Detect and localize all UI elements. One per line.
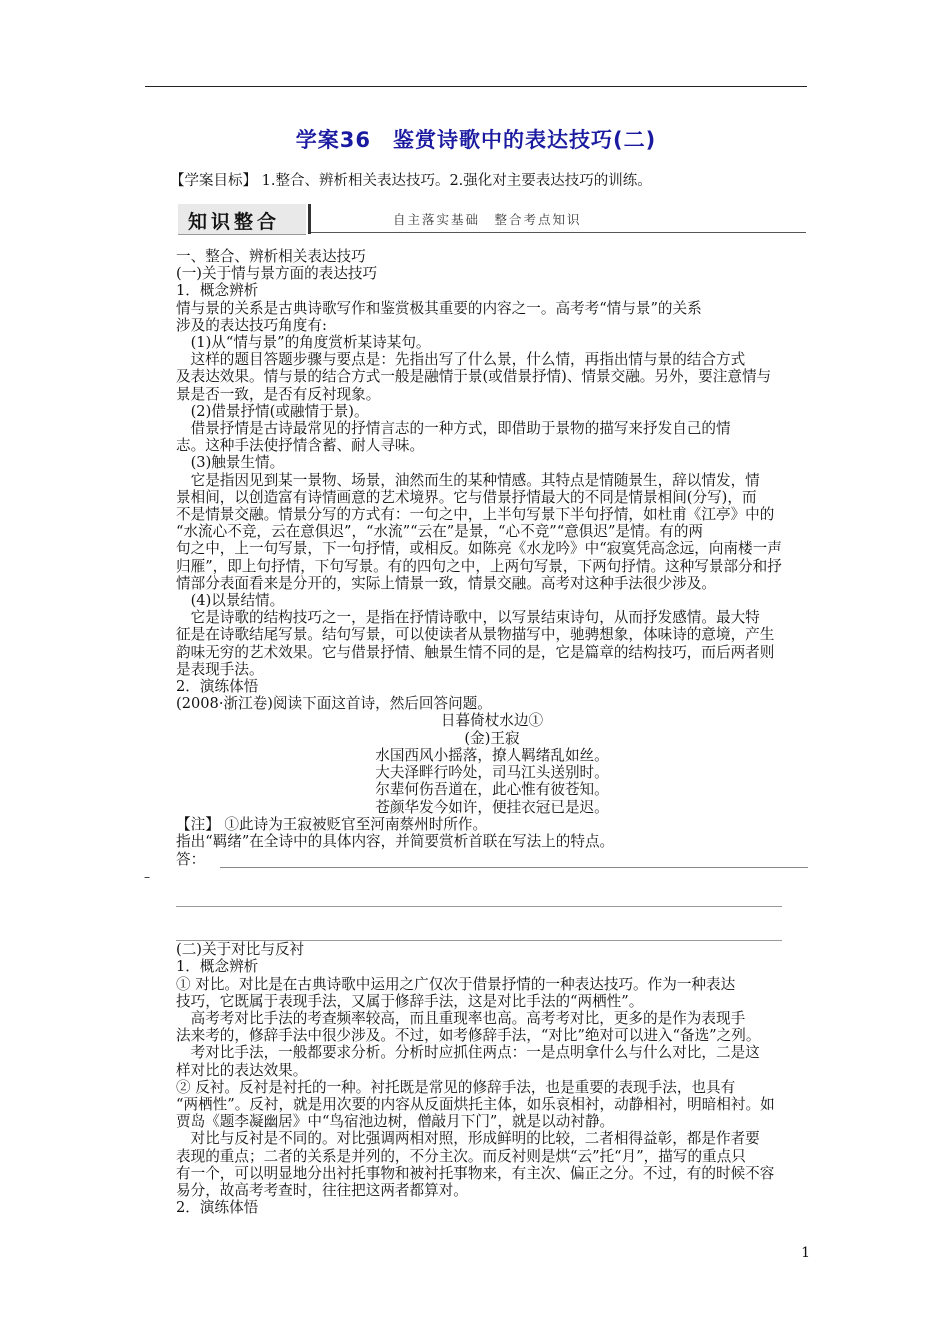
section-banner (178, 204, 808, 238)
text-line: 它是诗歌的结构技巧之一，是指在抒情诗歌中，以写景结束诗句，从而抒发感情。最大特 (176, 609, 760, 627)
text-line: 情部分表面看来是分开的，实际上情景一致，情景交融。高考对这种手法很少涉及。 (176, 574, 716, 592)
text-line: 及表达效果。情与景的结合方式一般是融情于景(或借景抒情)、情景交融。另外，要注意情与 (176, 368, 772, 386)
text-line: 法来考的，修辞手法中很少涉及。不过，如考修辞手法，“对比”绝对可以进入“备选”之列。 (176, 1027, 761, 1045)
text-line: 情与景的关系是古典诗歌写作和鉴赏极其重要的内容之一。高考考“情与景”的关系 (176, 299, 702, 317)
text-line: (二)关于对比与反衬 (176, 941, 305, 959)
banner-divider (308, 204, 311, 234)
main-content (176, 248, 808, 1216)
text-line: 一、整合、辨析相关表达技巧 (176, 248, 366, 265)
text-line: 1．概念辨析 (176, 958, 259, 976)
text-line: 韵味无穷的艺术效果。它与借景抒情、触景生情不同的是，它是篇章的结构技巧，而后两者则 (176, 643, 775, 661)
text-line: 2．演练体悟 (176, 678, 259, 696)
text-line: 是表现手法。 (176, 660, 264, 678)
text-line: 1．概念辨析 (176, 282, 259, 300)
text-line: “水流心不竞，云在意俱迟”，“水流”“云在”是景，“心不竞”“意俱迟”是情。有的两 (176, 523, 704, 541)
poem-verse: 大夫泽畔行吟处，司马江头送别时。 (375, 764, 609, 782)
text-line: (2008·浙江卷)阅读下面这首诗，然后回答问题。 (176, 695, 492, 713)
banner-subtitle: 自主落实基础 整合考点知识 (393, 212, 582, 227)
banner-underline (311, 232, 806, 233)
banner-box (178, 204, 306, 235)
answer-row (176, 850, 808, 868)
text-line: 这样的题目答题步骤与要点是：先指出写了什么景，什么情，再指出情与景的结合方式 (176, 351, 746, 369)
text-line: (3)触景生情。 (176, 454, 285, 472)
text-line: (2)借景抒情(或融情于景)。 (176, 402, 369, 420)
text-line: (4)以景结情。 (176, 592, 285, 610)
answer-label: 答： (176, 850, 206, 868)
text-line: 景是否一致，是否有反衬现象。 (176, 385, 381, 403)
question-text: 指出“羁绪”在全诗中的具体内容，并简要赏析首联在写法上的特点。 (176, 832, 615, 850)
poem-verse: 苍颜华发今如许，便挂衣冠已是迟。 (375, 798, 609, 816)
text-line: 句之中，上一句写景，下一句抒情，或相反。如陈亮《水龙吟》中“寂寞凭高念远，向南楼一声 (176, 540, 782, 558)
answer-blank-line[interactable] (176, 919, 782, 941)
poem-note: 【注】 ①此诗为王寂被贬官至河南蔡州时所作。 (176, 815, 488, 833)
text-line: 表现的重点；二者的关系是并列的，不分主次。而反衬则是烘“云”托“月”，描写的重点只 (176, 1147, 746, 1165)
text-line: “两栖性”。反衬，就是用次要的内容从反面烘托主体，如乐哀相衬，动静相衬，明暗相衬。如 (176, 1095, 775, 1113)
answer-blank-line[interactable] (176, 885, 782, 907)
learning-goal: 【学案目标】 1.整合、辨析相关表达技巧。2.强化对主要表达技巧的训练。 (170, 173, 652, 189)
text-line: 有一个，可以明显地分出衬托事物和被衬托事物来，有主次、偏正之分。不过，有的时候不容 (176, 1164, 775, 1182)
text-line: 样对比的表达效果。 (176, 1061, 308, 1079)
text-line: (1)从“情与景”的角度赏析某诗某句。 (176, 334, 431, 352)
text-line: 2．演练体悟 (176, 1199, 259, 1217)
text-line: 涉及的表达技巧角度有: (176, 316, 327, 334)
page-title: 学案36 鉴赏诗歌中的表达技巧(二) (295, 128, 657, 152)
text-line: 征是在诗歌结尾写景。结句写景，可以使读者从景物描写中，驰骋想象，体味诗的意境，产生 (176, 626, 775, 644)
page-number: 1 (801, 1245, 810, 1261)
poem-title: 日暮倚杖水边① (440, 712, 544, 730)
margin-dash: – (144, 870, 150, 884)
text-line: 技巧，它既属于表现手法，又属于修辞手法，这是对比手法的“两栖性”。 (176, 992, 644, 1010)
poem-author: (金)王寂 (464, 729, 520, 747)
text-line: (一)关于情与景方面的表达技巧 (176, 265, 378, 283)
answer-line[interactable] (220, 850, 808, 868)
banner-title: 知识整合 (188, 211, 281, 233)
text-line: 高考考对比手法的考查频率较高，而且重现率也高。高考考对比，更多的是作为表现手 (176, 1009, 746, 1027)
text-line: 归雁”，即上句抒情，下句写景。有的四句之中，上两句写景，下两句抒情。这种写景部分和抒 (176, 557, 782, 575)
text-line: 它是指因见到某一景物、场景，油然而生的某种情感。其特点是情随景生，辞以情发，情 (176, 471, 760, 489)
header-rule (145, 86, 807, 87)
text-line: 贾岛《题李凝幽居》中“鸟宿池边树，僧敲月下门”，就是以动衬静。 (176, 1113, 615, 1131)
text-line: 易分，故高考考查时，往往把这两者都算对。 (176, 1181, 468, 1199)
text-line: 考对比手法，一般都要求分析。分析时应抓住两点：一是点明拿什么与什么对比，二是这 (176, 1044, 760, 1062)
text-line: ① 对比。对比是在古典诗歌中运用之广仅次于借景抒情的一种表达技巧。作为一种表达 (176, 975, 736, 993)
text-line: 对比与反衬是不同的。对比强调两相对照，形成鲜明的比较，二者相得益彰，都是作者要 (176, 1130, 760, 1148)
text-line: 景相间，以创造富有诗情画意的艺术境界。它与借景抒情最大的不同是情景相间(分写)，而 (176, 488, 757, 506)
poem-verse: 尔辈何伤吾道在，此心惟有彼苍知。 (375, 781, 609, 799)
text-line: 志。这种手法使抒情含蓄、耐人寻味。 (176, 437, 425, 455)
text-line: ② 反衬。反衬是衬托的一种。衬托既是常见的修辞手法，也是重要的表现手法，也具有 (176, 1078, 736, 1096)
text-line: 不是情景交融。情景分写的方式有：一句之中，上半句写景下半句抒情，如杜甫《江亭》中的 (176, 506, 775, 524)
poem-verse: 水国西风小摇落，撩人羁绪乱如丝。 (375, 746, 609, 764)
text-line: 借景抒情是古诗最常见的抒情言志的一种方式，即借助于景物的描写来抒发自己的情 (176, 420, 731, 438)
